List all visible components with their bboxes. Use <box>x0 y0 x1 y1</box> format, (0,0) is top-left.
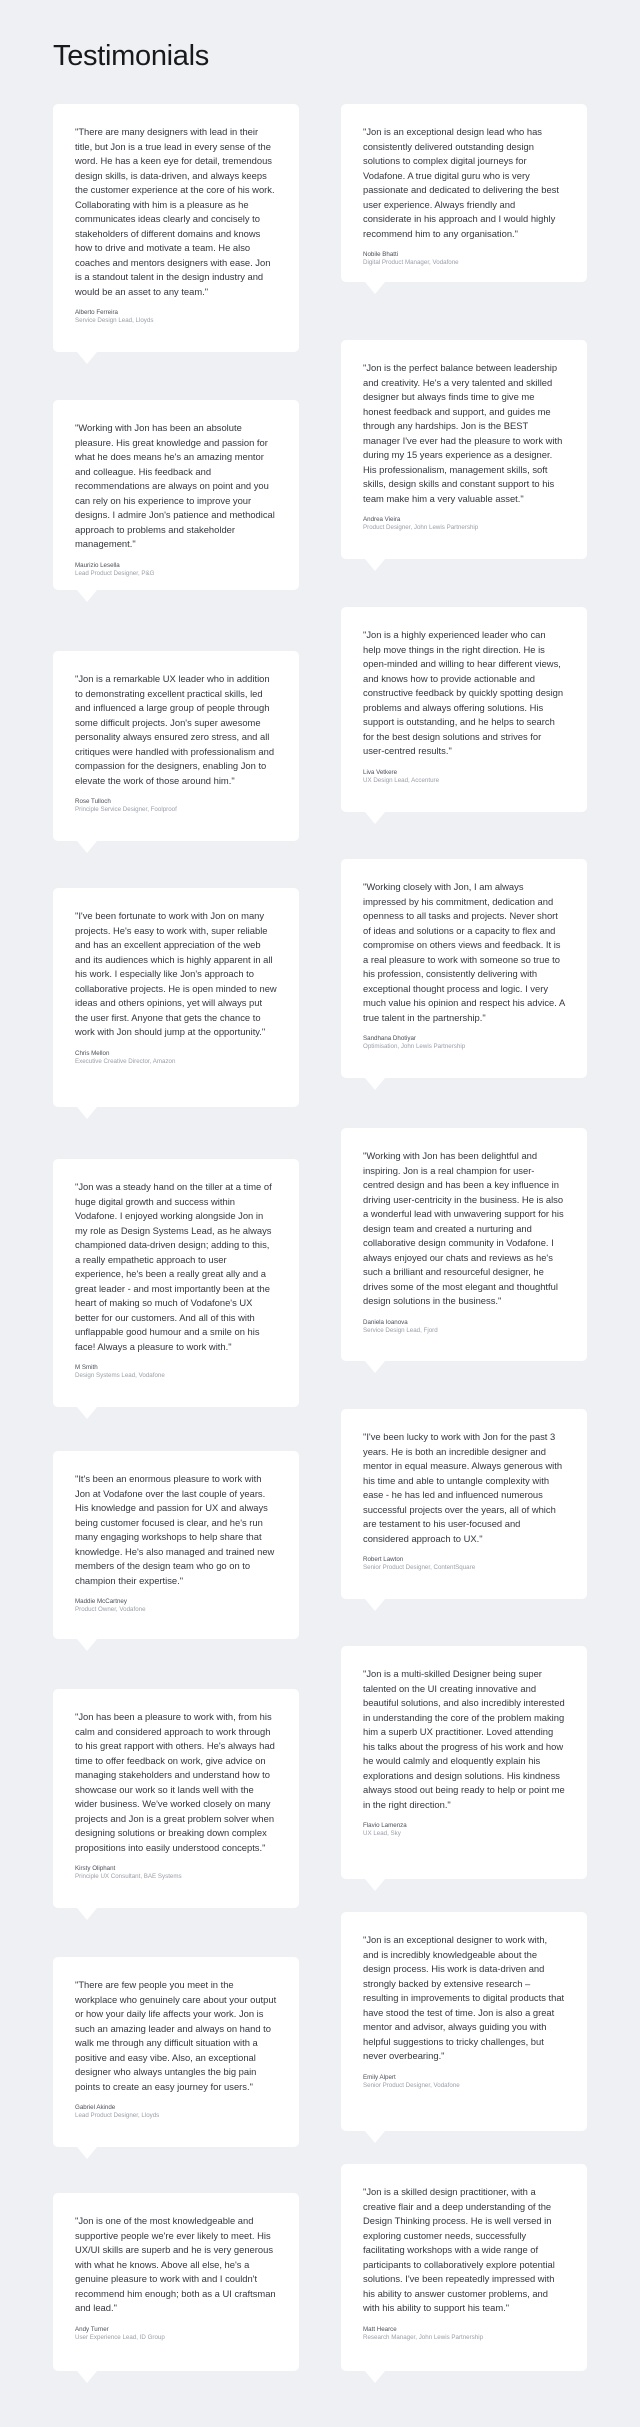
testimonial-card <box>341 859 587 1078</box>
testimonial-role: Lead Product Designer, Lloyds <box>75 2112 160 2119</box>
testimonial-author: Nobile Bhatti <box>363 251 399 258</box>
testimonial-quote: "Jon is a highly experienced leader who can help move things in the right direction. He is open-minded and willing to hear different views, and knows how to provide actionable and constructive feedback by quickly spotting design problems and always offering solutions. His support is outstanding, and he helps to search for the best design solutions and strives for user-centred results." <box>363 629 564 756</box>
testimonial-role: Design Systems Lead, Vodafone <box>75 1372 165 1379</box>
testimonial-author: Liva Vetkere <box>363 768 398 776</box>
testimonial-role: Principle UX Consultant, BAE Systems <box>75 1873 182 1880</box>
testimonial-author: Flavio Lamenza <box>363 1822 407 1829</box>
testimonial-quote: "I've been fortunate to work with Jon on many projects. He's easy to work with, super reliable and has an excellent appreciation of the web and its audiences which is highly apparent in all his work. I especially like Jon's approach to collaborative projects. He is open minded to new ideas and others opinions, yet will always put the user first. Anyone that gets the chance to work with Jon should jump at the opportunity." <box>75 910 277 1037</box>
testimonial-author: Maurizio Lesella <box>75 561 120 569</box>
testimonial-role: Lead Product Designer, P&G <box>75 569 155 577</box>
testimonial-card <box>53 1451 299 1639</box>
testimonial-author: Emily Alpert <box>363 2073 396 2081</box>
testimonial-author: Maddie McCartney <box>75 1598 127 1605</box>
testimonial-quote: "Jon is a skilled design practitioner, with a creative flair and a deep understanding of the Design Thinking process. He is well versed in exploring customer needs, successfully facilitating workshops with a wide range of participants to collaboratively explore potential solutions. I've been repeatedly impressed with his ability to answer customer problems, and with his ability to support his team." <box>363 2186 555 2313</box>
testimonial-quote: "Jon is an exceptional designer to work with, and is incredibly knowledgeable about the design process. His work is data-driven and strongly backed by extensive research – resulting in improvements to digital products that have stood the test of time. Jon is also a great mentor and advisor, always guiding you with helpful suggestions to tricky challenges, but never overbearing." <box>363 1934 565 2061</box>
testimonial-author: Sandhana Dhotiyar <box>363 1035 416 1042</box>
testimonial-card <box>341 1128 587 1361</box>
testimonial-quote: "I've been lucky to work with Jon for the past 3 years. He is both an incredible designer and mentor in equal measure. Always generous with his time and able to untangle complexity with ease - he has led and influenced numerous successful projects over the years, all of which are testament to his user-focused and considered approach to UX." <box>363 1431 563 1544</box>
testimonial-role: Product Designer, John Lewis Partnership <box>363 524 479 531</box>
testimonial-quote: "Jon is a multi-skilled Designer being super talented on the UI creating innovative and beautiful solutions, and also incredibly interested in understanding the core of the problem making him a superb UX practitioner. Loved attending his talks about the progress of his work and how he would calmly and eloquently explain his explorations and design solutions. His kindness always stood out being ready to help or point me in the right direction." <box>363 1668 565 1810</box>
testimonial-role: Senior Product Designer, ContentSquare <box>363 1564 476 1571</box>
testimonial-role: Product Owner, Vodafone <box>75 1606 146 1613</box>
testimonial-card <box>341 1409 587 1599</box>
testimonial-card <box>53 2193 299 2371</box>
testimonial-author: Alberto Ferreira <box>75 309 118 316</box>
testimonial-quote: "Jon is an exceptional design lead who has consistently delivered outstanding design solutions to complex digital journeys for Vodafone. A true digital guru who is very passionate and dedicated to delivering the best user experience. Always friendly and considerate in his approach and I would highly recommend him to any organisation." <box>363 126 559 239</box>
testimonial-role: User Experience Lead, ID Group <box>75 2333 165 2341</box>
testimonial-role: Senior Product Designer, Vodafone <box>363 2081 460 2089</box>
testimonial-quote: "Working with Jon has been an absolute pleasure. His great knowledge and passion for what he does means he's an amazing mentor and colleague. His feedback and recommendations are always on point and you can rely on his experience to improve your designs. I admire Jon's patience and methodical approach to problems and stakeholder management." <box>75 422 275 549</box>
testimonial-quote: "Jon was a steady hand on the tiller at a time of huge digital growth and success within Vodafone. I enjoyed working alongside Jon in my role as Design Systems Lead, as he always championed data-driven design; adding to this, a really empathetic approach to user experience, he's been a really great ally and a great leader - and most importantly been at the heart of making so much of Vodafone's UX better for our customers. And all of this with unflappable good humour and a smile on his face! Always a pleasure to work with." <box>75 1181 272 1352</box>
testimonial-card <box>53 1159 299 1407</box>
testimonial-quote: "There are few people you meet in the workplace who genuinely care about your output or how your daily life affects your work. Jon is such an amazing leader and always on hand to walk me through any difficult situation with a positive and easy vibe. Also, an exceptional designer who always untangles the big pain points to create an easy journey for users." <box>75 1979 277 2092</box>
testimonial-role: Service Design Lead, Lloyds <box>75 317 154 324</box>
testimonial-card <box>53 104 299 352</box>
testimonial-author: Gabriel Akinde <box>75 2104 116 2111</box>
page-title: Testimonials <box>53 40 209 72</box>
testimonial-author: Kirsty Oliphant <box>75 1865 116 1872</box>
testimonial-quote: "Jon is the perfect balance between leadership and creativity. He's a very talented and skilled designer but always finds time to give me honest feedback and support, and guides me through any hardships. Jon is the BEST manager I've ever had the pleasure to work with during my 15 years experience as a designer. His professionalism, management skills, soft skills, design skills and constant support to his team make him a very valuable asset." <box>363 362 563 504</box>
testimonial-card <box>341 1646 587 1879</box>
testimonial-role: UX Design Lead, Accenture <box>363 776 440 784</box>
testimonial-quote: "It's been an enormous pleasure to work with Jon at Vodafone over the last couple of years. His knowledge and passion for UX and always being customer focused is clear, and he's run many engaging workshops to help share that knowledge. He's also managed and trained new members of the design team who go on to champion their expertise." <box>75 1473 275 1586</box>
testimonial-card <box>341 2164 587 2371</box>
testimonial-card <box>53 651 299 841</box>
testimonial-card <box>53 400 299 590</box>
testimonial-card <box>53 1689 299 1908</box>
testimonial-quote: "Jon has been a pleasure to work with, from his calm and considered approach to work through to his great rapport with others. He's always had time to offer feedback on work, give advice on managing stakeholders and understand how to showcase our work so it lands well with the wider business. We've worked closely on many projects and Jon is a great problem solver when designing solutions or breaking down complex propositions into easily understood concepts." <box>75 1711 275 1853</box>
testimonial-role: Principle Service Designer, Foolproof <box>75 806 177 813</box>
testimonial-card <box>341 104 587 282</box>
testimonial-author: Andy Turner <box>75 2325 109 2333</box>
testimonial-quote: "There are many designers with lead in their title, but Jon is a true lead in every sense of the word. He has a keen eye for detail, tremendous design skills, is data-driven, and always keeps the customer experience at the core of his work. Collaborating with him is a pleasure as he communicates ideas clearly and concisely to stakeholders of different domains and knows how to drive and motivate a team. He also coaches and mentors designers with ease. Jon is a standout talent in the design industry and would be an asset to any team." <box>75 126 275 297</box>
testimonial-role: Executive Creative Director, Amazon <box>75 1057 176 1065</box>
testimonial-card <box>341 340 587 559</box>
testimonial-role: Digital Product Manager, Vodafone <box>363 259 459 266</box>
testimonial-card <box>53 1957 299 2147</box>
testimonial-role: Optimisation, John Lewis Partnership <box>363 1043 466 1050</box>
testimonial-role: Research Manager, John Lewis Partnership <box>363 2333 484 2341</box>
testimonial-card <box>341 1912 587 2131</box>
testimonial-author: Matt Hearce <box>363 2325 397 2333</box>
testimonial-author: Chris Mellon <box>75 1049 110 1057</box>
testimonial-quote: "Working closely with Jon, I am always impressed by his commitment, dedication and openness to all tasks and projects. Never short of ideas and solutions or a capacity to flex and compromise on others views and feedback. It is a real pleasure to work with someone so true to his profession, consistently delivering with exceptional thought process and logic. I very much value his opinion and respect his advice. A true talent in the partnership." <box>363 881 565 1023</box>
testimonial-author: Andrea Vieira <box>363 516 401 523</box>
testimonial-quote: "Jon is a remarkable UX leader who in addition to demonstrating excellent practical skills, led and influenced a large group of people through some difficult projects. Jon's super awesome personality always ensured zero stress, and all critiques were handled with professionalism and compassion for the designers, enabling Jon to elevate the work of those around him." <box>75 673 275 786</box>
testimonial-card <box>53 888 299 1107</box>
testimonial-author: M Smith <box>75 1364 98 1371</box>
testimonial-card <box>341 607 587 812</box>
testimonial-author: Daniela Ioanova <box>363 1318 408 1326</box>
testimonial-role: Service Design Lead, Fjord <box>363 1326 438 1334</box>
testimonial-author: Robert Lawton <box>363 1556 404 1563</box>
testimonial-quote: "Jon is one of the most knowledgeable and supportive people we're ever likely to meet. His UX/UI skills are superb and he is very generous with what he knows. Above all else, he's a genuine pleasure to work with and I couldn't recommend him enough; both as a UI craftsman and lead." <box>75 2215 276 2313</box>
testimonial-author: Rose Tulloch <box>75 798 111 805</box>
testimonial-quote: "Working with Jon has been delightful and inspiring. Jon is a real champion for user-centred design and has been a key influence in driving user-centricity in the business. He is also a wonderful lead with unwavering support for his design team and created a nurturing and collaborative design community in Vodafone. I always enjoyed our chats and reviews as he's such a brilliant and resourceful designer, he drives some of the most elegant and thoughtful design solutions in the business." <box>363 1150 564 1306</box>
testimonial-role: UX Lead, Sky <box>363 1830 401 1837</box>
